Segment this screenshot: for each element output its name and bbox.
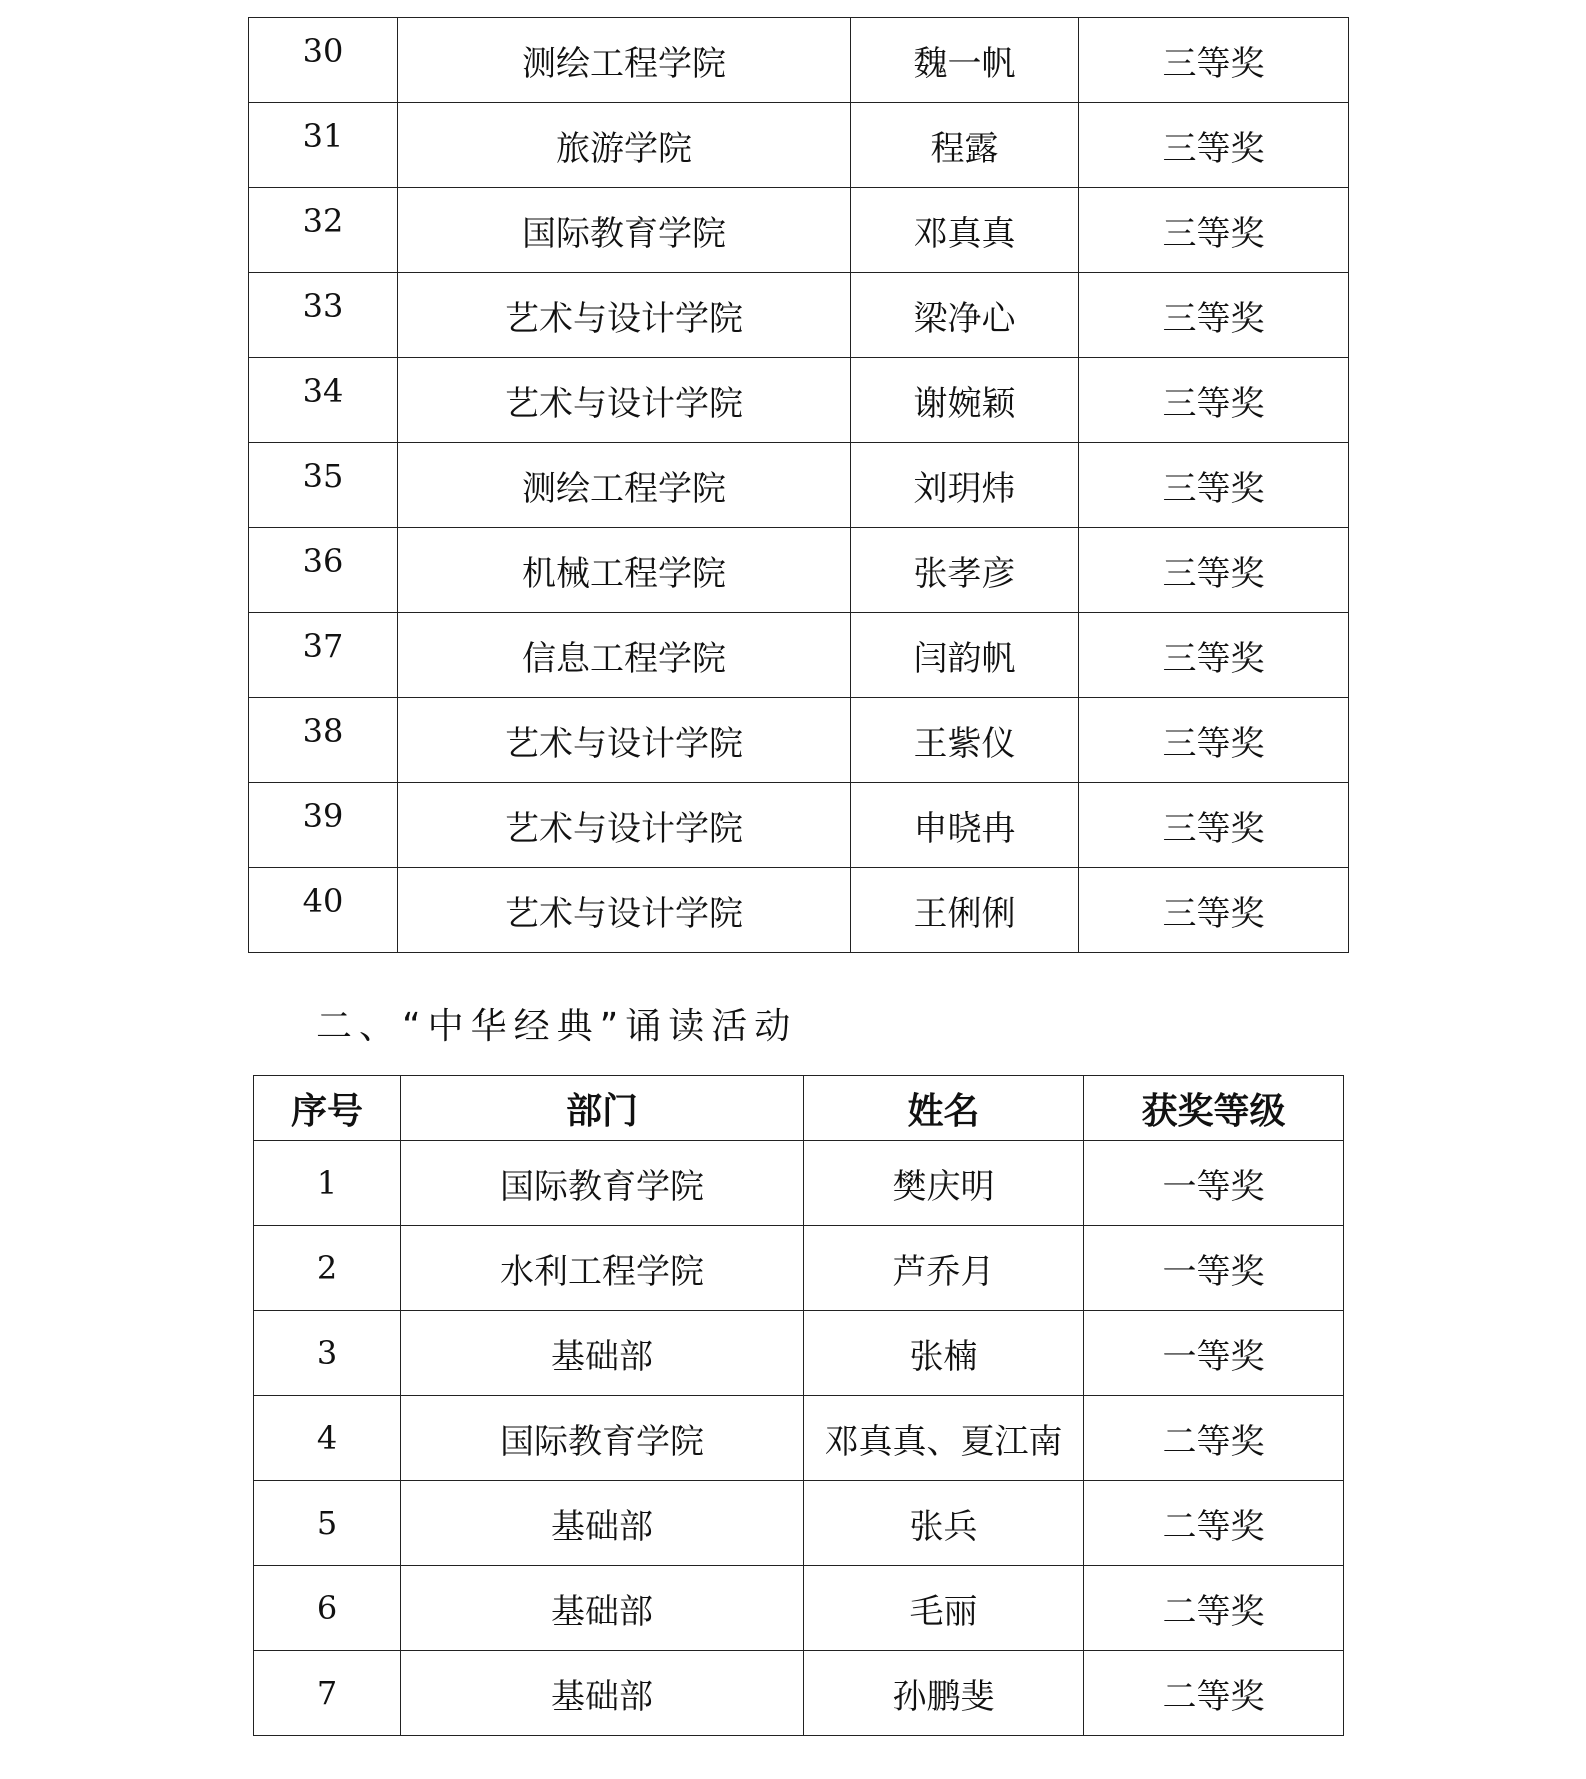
department-cell: 艺术与设计学院	[398, 358, 851, 443]
name-cell: 毛丽	[804, 1566, 1084, 1651]
row-number: 40	[249, 868, 398, 953]
table-row	[254, 1311, 1344, 1396]
awards-table-continued	[248, 17, 1349, 953]
table-row	[249, 273, 1349, 358]
column-header-department: 部门	[401, 1076, 804, 1141]
award-cell: 三等奖	[1079, 613, 1349, 698]
award-cell: 二等奖	[1084, 1566, 1344, 1651]
table-row	[249, 528, 1349, 613]
name-cell: 谢婉颖	[851, 358, 1079, 443]
row-number: 2	[254, 1226, 401, 1311]
award-cell: 三等奖	[1079, 358, 1349, 443]
award-cell: 二等奖	[1084, 1481, 1344, 1566]
table-row	[254, 1226, 1344, 1311]
row-number: 36	[249, 528, 398, 613]
department-cell: 艺术与设计学院	[398, 273, 851, 358]
table-row	[249, 783, 1349, 868]
department-cell: 测绘工程学院	[398, 443, 851, 528]
award-cell: 三等奖	[1079, 18, 1349, 103]
table-row	[254, 1651, 1344, 1736]
table-row	[249, 18, 1349, 103]
department-cell: 基础部	[401, 1651, 804, 1736]
department-cell: 基础部	[401, 1481, 804, 1566]
table-row	[254, 1141, 1344, 1226]
name-cell: 樊庆明	[804, 1141, 1084, 1226]
row-number: 34	[249, 358, 398, 443]
department-cell: 艺术与设计学院	[398, 783, 851, 868]
row-number: 6	[254, 1566, 401, 1651]
name-cell: 申晓冉	[851, 783, 1079, 868]
award-cell: 三等奖	[1079, 868, 1349, 953]
row-number: 32	[249, 188, 398, 273]
department-cell: 基础部	[401, 1566, 804, 1651]
row-number: 30	[249, 18, 398, 103]
row-number: 33	[249, 273, 398, 358]
department-cell: 信息工程学院	[398, 613, 851, 698]
name-cell: 孙鹏斐	[804, 1651, 1084, 1736]
department-cell: 基础部	[401, 1311, 804, 1396]
department-cell: 艺术与设计学院	[398, 698, 851, 783]
name-cell: 张楠	[804, 1311, 1084, 1396]
recitation-awards-table	[253, 1075, 1344, 1736]
award-cell: 三等奖	[1079, 103, 1349, 188]
award-cell: 三等奖	[1079, 273, 1349, 358]
section-heading: 二、“中华经典”诵读活动	[316, 1006, 798, 1047]
name-cell: 邓真真	[851, 188, 1079, 273]
table-row	[249, 103, 1349, 188]
column-header-award: 获奖等级	[1084, 1076, 1344, 1141]
row-number: 4	[254, 1396, 401, 1481]
award-cell: 一等奖	[1084, 1226, 1344, 1311]
row-number: 35	[249, 443, 398, 528]
name-cell: 梁净心	[851, 273, 1079, 358]
row-number: 5	[254, 1481, 401, 1566]
table-row	[249, 443, 1349, 528]
column-header-name: 姓名	[804, 1076, 1084, 1141]
row-number: 31	[249, 103, 398, 188]
table-header-row	[254, 1076, 1344, 1141]
department-cell: 旅游学院	[398, 103, 851, 188]
department-cell: 机械工程学院	[398, 528, 851, 613]
table-row	[249, 698, 1349, 783]
department-cell: 国际教育学院	[401, 1141, 804, 1226]
name-cell: 刘玥炜	[851, 443, 1079, 528]
award-cell: 三等奖	[1079, 528, 1349, 613]
department-cell: 测绘工程学院	[398, 18, 851, 103]
name-cell: 闫韵帆	[851, 613, 1079, 698]
department-cell: 艺术与设计学院	[398, 868, 851, 953]
award-cell: 一等奖	[1084, 1311, 1344, 1396]
name-cell: 魏一帆	[851, 18, 1079, 103]
table-row	[254, 1396, 1344, 1481]
award-cell: 三等奖	[1079, 188, 1349, 273]
row-number: 1	[254, 1141, 401, 1226]
award-cell: 二等奖	[1084, 1396, 1344, 1481]
award-cell: 二等奖	[1084, 1651, 1344, 1736]
award-cell: 三等奖	[1079, 443, 1349, 528]
name-cell: 王紫仪	[851, 698, 1079, 783]
department-cell: 水利工程学院	[401, 1226, 804, 1311]
name-cell: 程露	[851, 103, 1079, 188]
award-cell: 三等奖	[1079, 698, 1349, 783]
row-number: 7	[254, 1651, 401, 1736]
award-cell: 一等奖	[1084, 1141, 1344, 1226]
table-row	[254, 1481, 1344, 1566]
table-row	[249, 868, 1349, 953]
department-cell: 国际教育学院	[398, 188, 851, 273]
table-row	[249, 613, 1349, 698]
award-cell: 三等奖	[1079, 783, 1349, 868]
name-cell: 张孝彦	[851, 528, 1079, 613]
column-header-number: 序号	[254, 1076, 401, 1141]
department-cell: 国际教育学院	[401, 1396, 804, 1481]
name-cell: 邓真真、夏江南	[804, 1396, 1084, 1481]
name-cell: 王俐俐	[851, 868, 1079, 953]
table-row	[249, 188, 1349, 273]
row-number: 38	[249, 698, 398, 783]
row-number: 37	[249, 613, 398, 698]
name-cell: 张兵	[804, 1481, 1084, 1566]
table-row	[249, 358, 1349, 443]
row-number: 3	[254, 1311, 401, 1396]
name-cell: 芦乔月	[804, 1226, 1084, 1311]
table-row	[254, 1566, 1344, 1651]
row-number: 39	[249, 783, 398, 868]
